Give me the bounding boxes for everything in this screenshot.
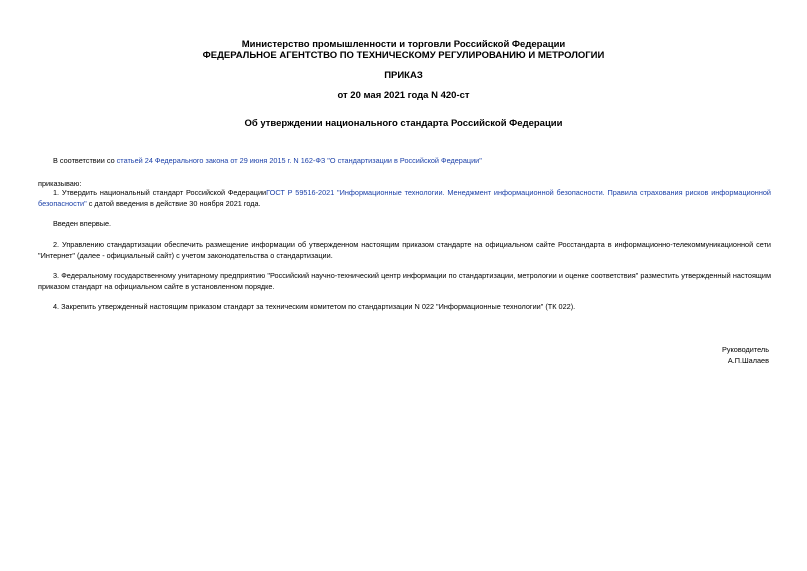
item-1-suffix: с датой введения в действие 30 ноября 2021 года. [86,199,261,208]
basis-paragraph [38,155,771,166]
item-2-paragraph: 2. Управлению стандартизации обеспечить размещение информации об утвержденном настоящим приказом стандарте на официальном сайте Росстандарта в информационно-телекоммуникационной сети "Интернет" (далее - официальный сайт) с учетом законодательства о стандартизации. [38,240,771,260]
item-3-paragraph: 3. Федеральному государственному унитарному предприятию "Российский научно-технический центр информации по стандартизации, метрологии и оценке соответствия" разместить утвержденный настоящим приказом стандарт на официальном сайте в установленном порядке. [38,271,771,291]
item-4-paragraph: 4. Закрепить утвержденный настоящим приказом стандарт за техническим комитетом по стандартизации N 022 "Информационные технологии" (ТК 022). [53,302,576,311]
item-1-paragraph [38,187,771,209]
basis-prefix: В соответствии со [53,156,117,165]
order-date-number: от 20 мая 2021 года N 420-ст [337,90,470,101]
introduced-first-note: Введен впервые. [53,219,112,228]
signature-role: Руководитель [721,345,769,354]
federal-law-link[interactable]: статьей 24 Федерального закона от 29 июня 2015 г. N 162-ФЗ "О стандартизации в Российской Федерации" [116,156,482,165]
agency-name: ФЕДЕРАЛЬНОЕ АГЕНТСТВО ПО ТЕХНИЧЕСКОМУ РЕГУЛИРОВАНИЮ И МЕТРОЛОГИИ [202,50,605,61]
orders-word: приказываю: [38,179,82,188]
item-1-prefix: 1. Утвердить национальный стандарт Российской Федерации [53,188,267,197]
order-subject: Об утверждении национального стандарта Российской Федерации [244,118,563,129]
document-type: ПРИКАЗ [384,70,423,81]
signature-name: А.П.Шалаев [727,356,769,365]
ministry-name: Министерство промышленности и торговли Российской Федерации [241,39,566,50]
gost-standard-link[interactable]: ГОСТ Р 59516-2021 "Информационные технологии. Менеджмент информационной безопасности. Правила страхования рисков информационной безопасности" [38,188,771,208]
